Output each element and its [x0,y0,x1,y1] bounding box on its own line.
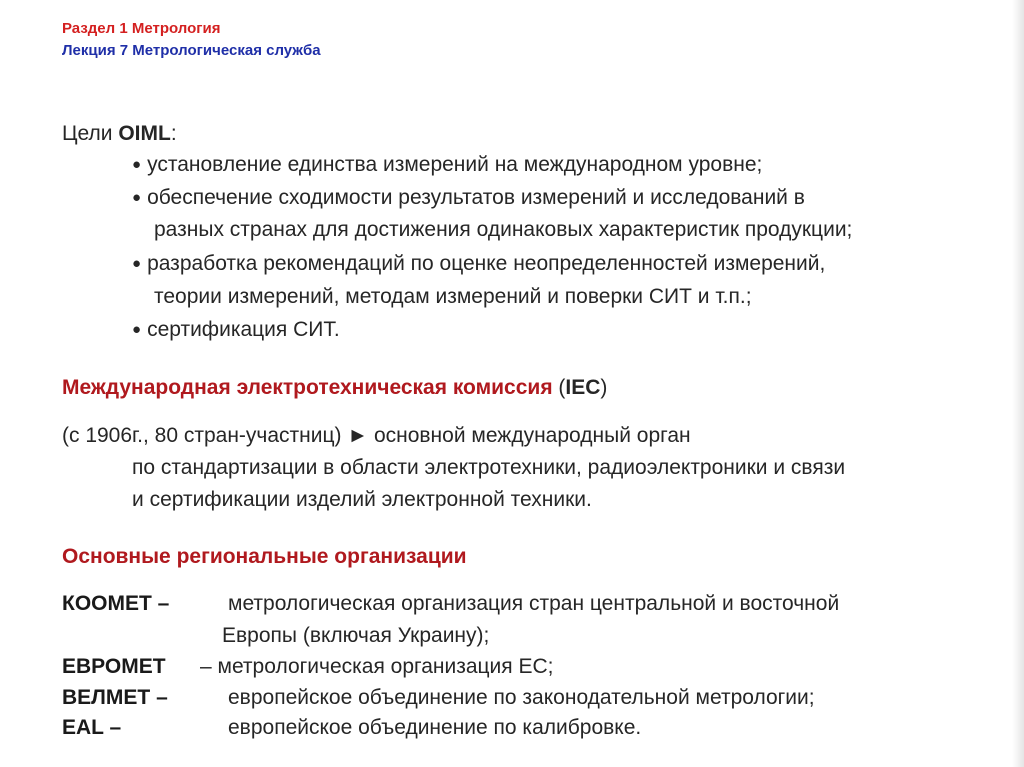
iec-title: Международная электротехническая комиссия [62,376,553,399]
iec-line-3: и сертификации изделий электронной техники. [132,488,592,511]
org-eal-abbr: EAL – [62,716,122,739]
oiml-goal-3-cont: теории измерений, методам измерений и поверки СИТ и т.п.; [154,285,752,308]
lecture-title: Лекция 7 Метрологическая служба [62,42,321,59]
oiml-prefix: Цели [62,122,119,145]
org-koomet-abbr: КООМЕТ – [62,592,170,615]
org-euromet-desc: – метрологическая организация ЕС; [200,655,554,678]
iec-line-2: по стандартизации в области электротехники, радиоэлектроники и связи [132,456,846,479]
section-title: Раздел 1 Метрология [62,20,221,37]
page-edge-shadow [1012,0,1024,767]
iec-abbr: IEC [565,376,601,399]
org-welmet-abbr: ВЕЛМЕТ – [62,686,168,709]
org-koomet-desc: метрологическая организация стран центральной и восточной [228,592,840,615]
oiml-goal-2-cont: разных странах для достижения одинаковых характеристик продукции; [154,218,853,241]
org-eal-desc: европейское объединение по калибровке. [228,716,642,739]
org-koomet-desc-cont: Европы (включая Украину); [222,624,490,647]
oiml-goal-2: ● обеспечение сходимости результатов измерений и исследований в [132,186,805,212]
iec-line-1: (с 1906г., 80 стран-участниц) ► основной международный орган [62,424,691,447]
oiml-name: OIML [118,122,171,145]
oiml-suffix: : [170,122,177,145]
oiml-goal-1: ● установление единства измерений на международном уровне; [132,153,762,179]
oiml-heading [62,122,177,146]
oiml-goal-4: ● сертификация СИТ. [132,318,340,344]
org-euromet-abbr: ЕВРОМЕТ [62,655,166,678]
org-welmet-desc: европейское объединение по законодательной метрологии; [228,686,815,709]
iec-heading [62,376,607,400]
iec-abbr-open: ( [552,376,566,399]
regional-heading: Основные региональные организации [62,545,467,568]
iec-abbr-close: ) [600,376,608,399]
oiml-goal-3: ● разработка рекомендаций по оценке неопределенностей измерений, [132,252,825,278]
